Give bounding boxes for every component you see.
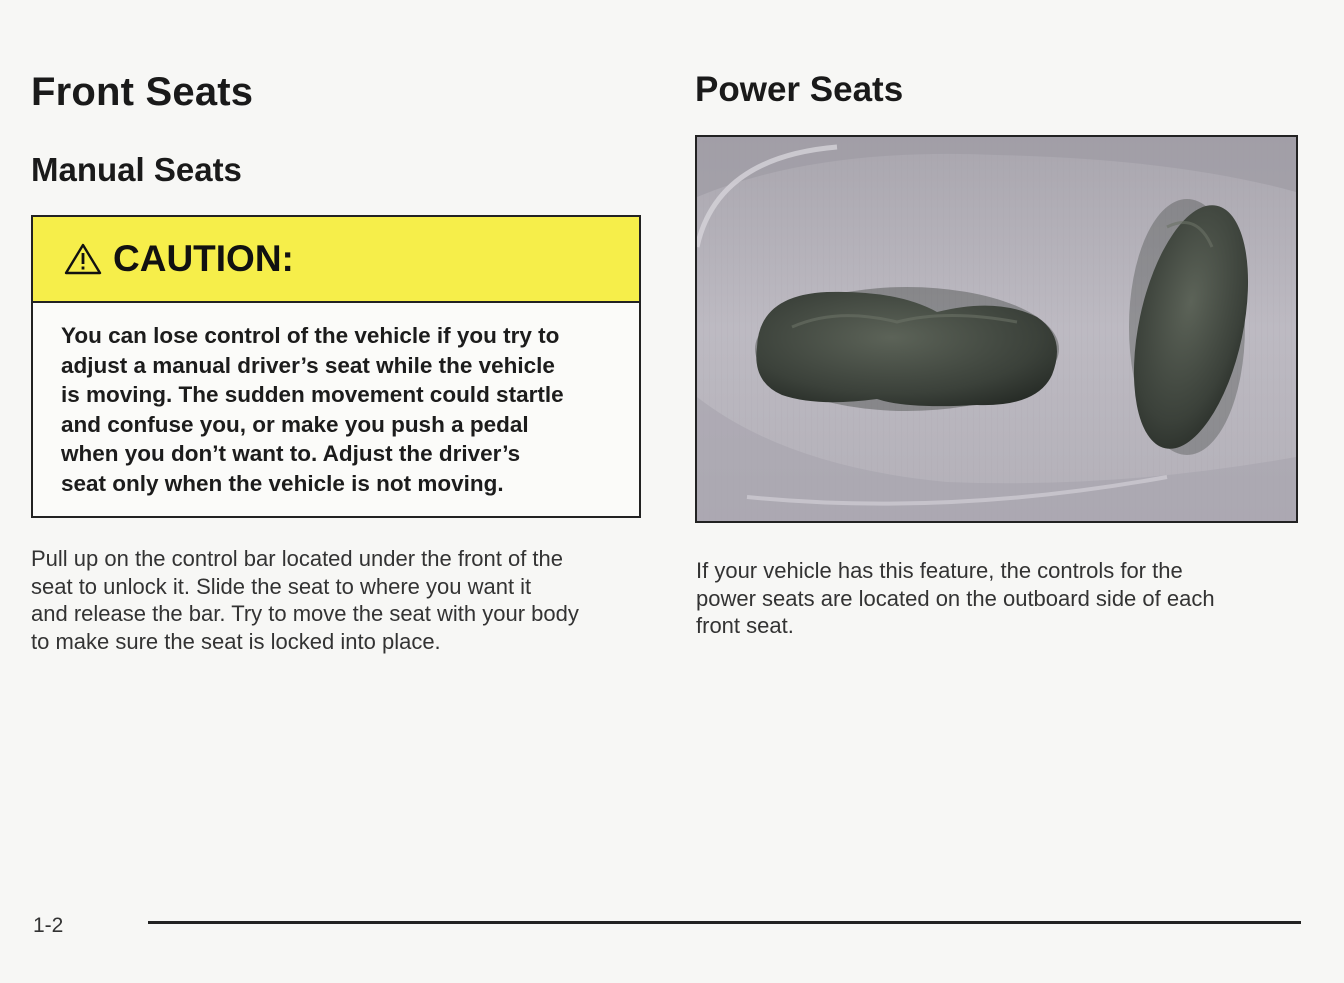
page-title: Front Seats	[31, 70, 254, 114]
footer-rule	[148, 921, 1301, 924]
paragraph-line: and release the bar. Try to move the seat with your body	[31, 601, 579, 626]
paragraph-line: power seats are located on the outboard side of each	[696, 585, 1215, 611]
caution-line: is moving. The sudden movement could startle	[61, 382, 564, 408]
paragraph-line: front seat.	[696, 613, 794, 638]
caution-line: when you don’t want to. Adjust the driver’s	[61, 441, 521, 467]
warning-triangle-icon	[63, 242, 103, 276]
page-number: 1-2	[33, 914, 64, 937]
power-seat-controls-photo	[695, 135, 1298, 523]
caution-box	[31, 215, 641, 518]
section-title-manual-seats: Manual Seats	[31, 151, 242, 188]
paragraph-line: to make sure the seat is locked into place.	[31, 628, 441, 654]
paragraph-line: seat to unlock it. Slide the seat to where you want it	[31, 573, 532, 599]
paragraph-line: If your vehicle has this feature, the controls for the	[696, 558, 1183, 583]
paragraph-line: Pull up on the control bar located under the front of the	[31, 546, 564, 571]
power-seats-paragraph	[696, 557, 1286, 640]
caution-header	[33, 217, 639, 303]
caution-line: and confuse you, or make you push a pedal	[61, 411, 529, 437]
caution-line: You can lose control of the vehicle if you try to	[61, 323, 560, 348]
caution-line: adjust a manual driver’s seat while the vehicle	[61, 352, 555, 378]
caution-line: seat only when the vehicle is not moving.	[61, 470, 504, 496]
section-title-power-seats: Power Seats	[695, 70, 904, 109]
caution-title: CAUTION:	[113, 238, 294, 279]
caution-text	[33, 303, 639, 499]
manual-seats-paragraph	[31, 545, 651, 655]
